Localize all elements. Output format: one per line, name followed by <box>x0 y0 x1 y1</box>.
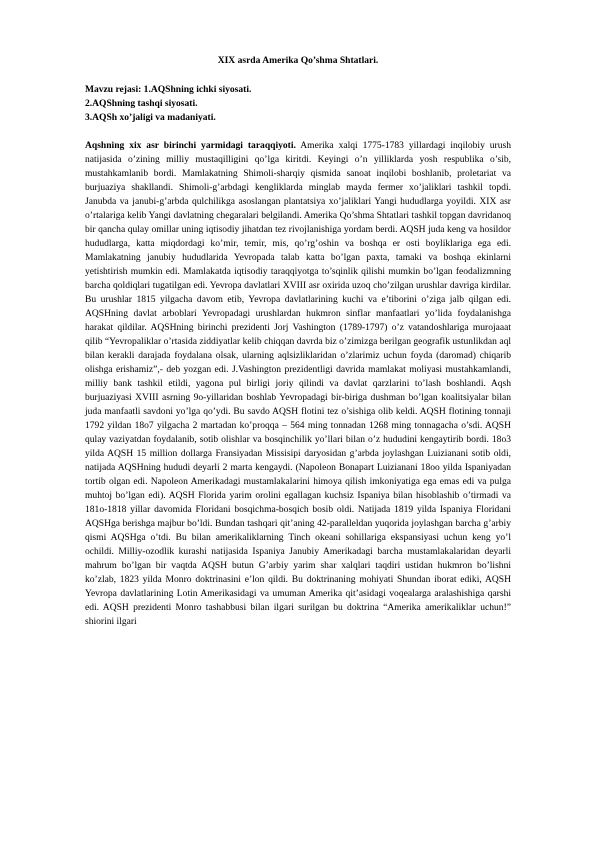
document-page <box>85 54 511 629</box>
plan-line-3: 3.AQSh xo’jaligi va madaniyati. <box>85 112 216 123</box>
body-paragraph <box>85 139 511 629</box>
paragraph-text: Amerika xalqi 1775-1783 yillardagi inqilobiy urush natijasida o’zining milliy mustaqilligini qo’lga kiritdi. Keyingi o’n yilliklarda yosh respublika o’sib, mustahkamlanib bordi. Mamlakatning Shimoli-sharqiy qismida sanoat inqilobi boshlanib, proletariat va burjuaziya shakllandi. Shimoli-g’arbdagi kengliklarda minglab mayda fermer xo’jaliklari tashkil topdi. Janubda va janubi-g’arbda qulchilikga asoslangan plantatsiya xo’jaliklari Yangi hududlarga yoyildi. XIX asr o’rtalariga kelib Yangi davlatning chegaralari belgilandi. Amerika Qo’shma Shtatlari tashkil topgan davridanoq bir qancha qulay omillar uning iqtisodiy jihatdan tez rivojlanishiga yordam berdi. AQSH juda keng va hosildor hududlarga, katta miqdordagi ko’mir, temir, mis, qo’rg’oshin va boshqa er osti boyliklariga ega edi. Mamlakatning janubiy hududlarida Yevropada talab katta bo’lgan paxta, tamaki va boshqa ekinlarni yetishtirish mumkin edi. Mamlakatda iqtisodiy taraqqiyotga to’sqinlik qilishi mumkin bo’lgan feodalizmning barcha qoldiqlari tugatilgan edi. Yevropa davlatlari XVIII asr oxirida uzoq cho’zilgan urushlar davriga kirdilar. Bu urushlar 1815 yilgacha davom etib, Yevropa davlatlarining kuchi va e’tiborini o’ziga jalb qilgan edi. AQSHning davlat arboblari Yevropadagi urushlardan hukmron sinflar manfaatlari yo’lida foydalanishga harakat qildilar. AQSHning birinchi prezidenti Jorj Vashington (1789-1797) o’z vatandoshlariga murojaaat qilib “Yevropaliklar o’rtasida ziddiyatlar kelib chiqqan davrda biz o’zimizga berilgan geografik ustunlikdan aql bilan kerakli darajada foydalana olsak, ularning aqlsizliklaridan o’zlarimiz uchun foyda (daromad) chiqarib olishga erishamiz”,- deb yozgan edi. J.Vashington prezidentligi davrida mamlakat moliyasi mustahkamlandi, milliy bank tashkil etildi, yagona pul birligi joriy qilindi va davlat qarzlarini to’lash boshlandi. Aqsh burjuaziyasi XVIII asrning 9o-yillaridan boshlab Yevropadagi bir-biriga dushman bo’lgan koalitsiyalar bilan juda manfaatli savdoni yo’lga qo’ydi. Bu savdo AQSH flotini tez o’sishiga olib keldi. AQSH flotining tonnaji 1792 yildan 18o7 yilgacha 2 martadan ko’proqqa – 564 ming tonnadan 1268 ming tonnagacha o’sdi. AQSH qulay vaziyatdan foydalanib, sotib olishlar va bosqinchilik yo’llari bilan o’z hududini kengaytirib bordi. 18o3 yilda AQSH 15 million dollarga Fransiyadan Missisipi daryosidan g’arbda joylashgan Luizianani sotib oldi, natijada AQSHning hududi deyarli 2 marta kengaydi. (Napoleon Bonapart Luizianani 18oo yilda Ispaniyadan tortib olgan edi. Napoleon Amerikadagi mustamlakalarini himoya qilish imkoniyatiga ega emas edi va pulga muhtoj bo’lgan edi). AQSH Florida yarim orolini egallagan kuchsiz Ispaniya bilan hisoblashib o’tirmadi va 181o-1818 yillar davomida Floridani bosqichma-bosqich bosib oldi. Natijada 1819 yilda Ispaniya Floridani AQSHga berishga majbur bo’ldi. Bundan tashqari qit’aning 42-paralleldan yuqorida joylashgan barcha g’arbiy qismi AQSHga o’tdi. Bu bilan amerikaliklarning Tinch okeani sohillariga ekspansiyasi uchun keng yo’l ochildi. Milliy-ozodlik kurashi natijasida Ispaniya Janubiy Amerikadagi barcha mustamlakalaridan deyarli mahrum bo’lgan bir vaqtda AQSH butun G’arbiy yarim shar xalqlari taqdiri ustidan hukmron bo’lishni ko’zlab, 1823 yilda Monro doktrinasini e’lon qildi. Bu doktrinaning mohiyati Shundan iborat ediki, AQSH Yevropa davlatlarining Lotin Amerikasidagi va umuman Amerika qit’asidagi voqealarga aralashishiga qarshi edi. AQSH prezidenti Monro tashabbusi bilan ilgari surilgan bu doktrina “Amerika amerikaliklar uchun!” shiorini ilgari <box>85 140 511 627</box>
lesson-plan <box>85 83 511 125</box>
section-heading: Aqshning xix asr birinchi yarmidagi taraqqiyoti. <box>85 140 296 151</box>
plan-line-1: Mavzu rejasi: 1.AQShning ichki siyosati. <box>85 84 252 95</box>
section-spacer <box>85 125 511 139</box>
document-title: XIX asrda Amerika Qo’shma Shtatlari. <box>217 55 379 66</box>
plan-line-2: 2.AQShning tashqi siyosati. <box>85 98 198 109</box>
